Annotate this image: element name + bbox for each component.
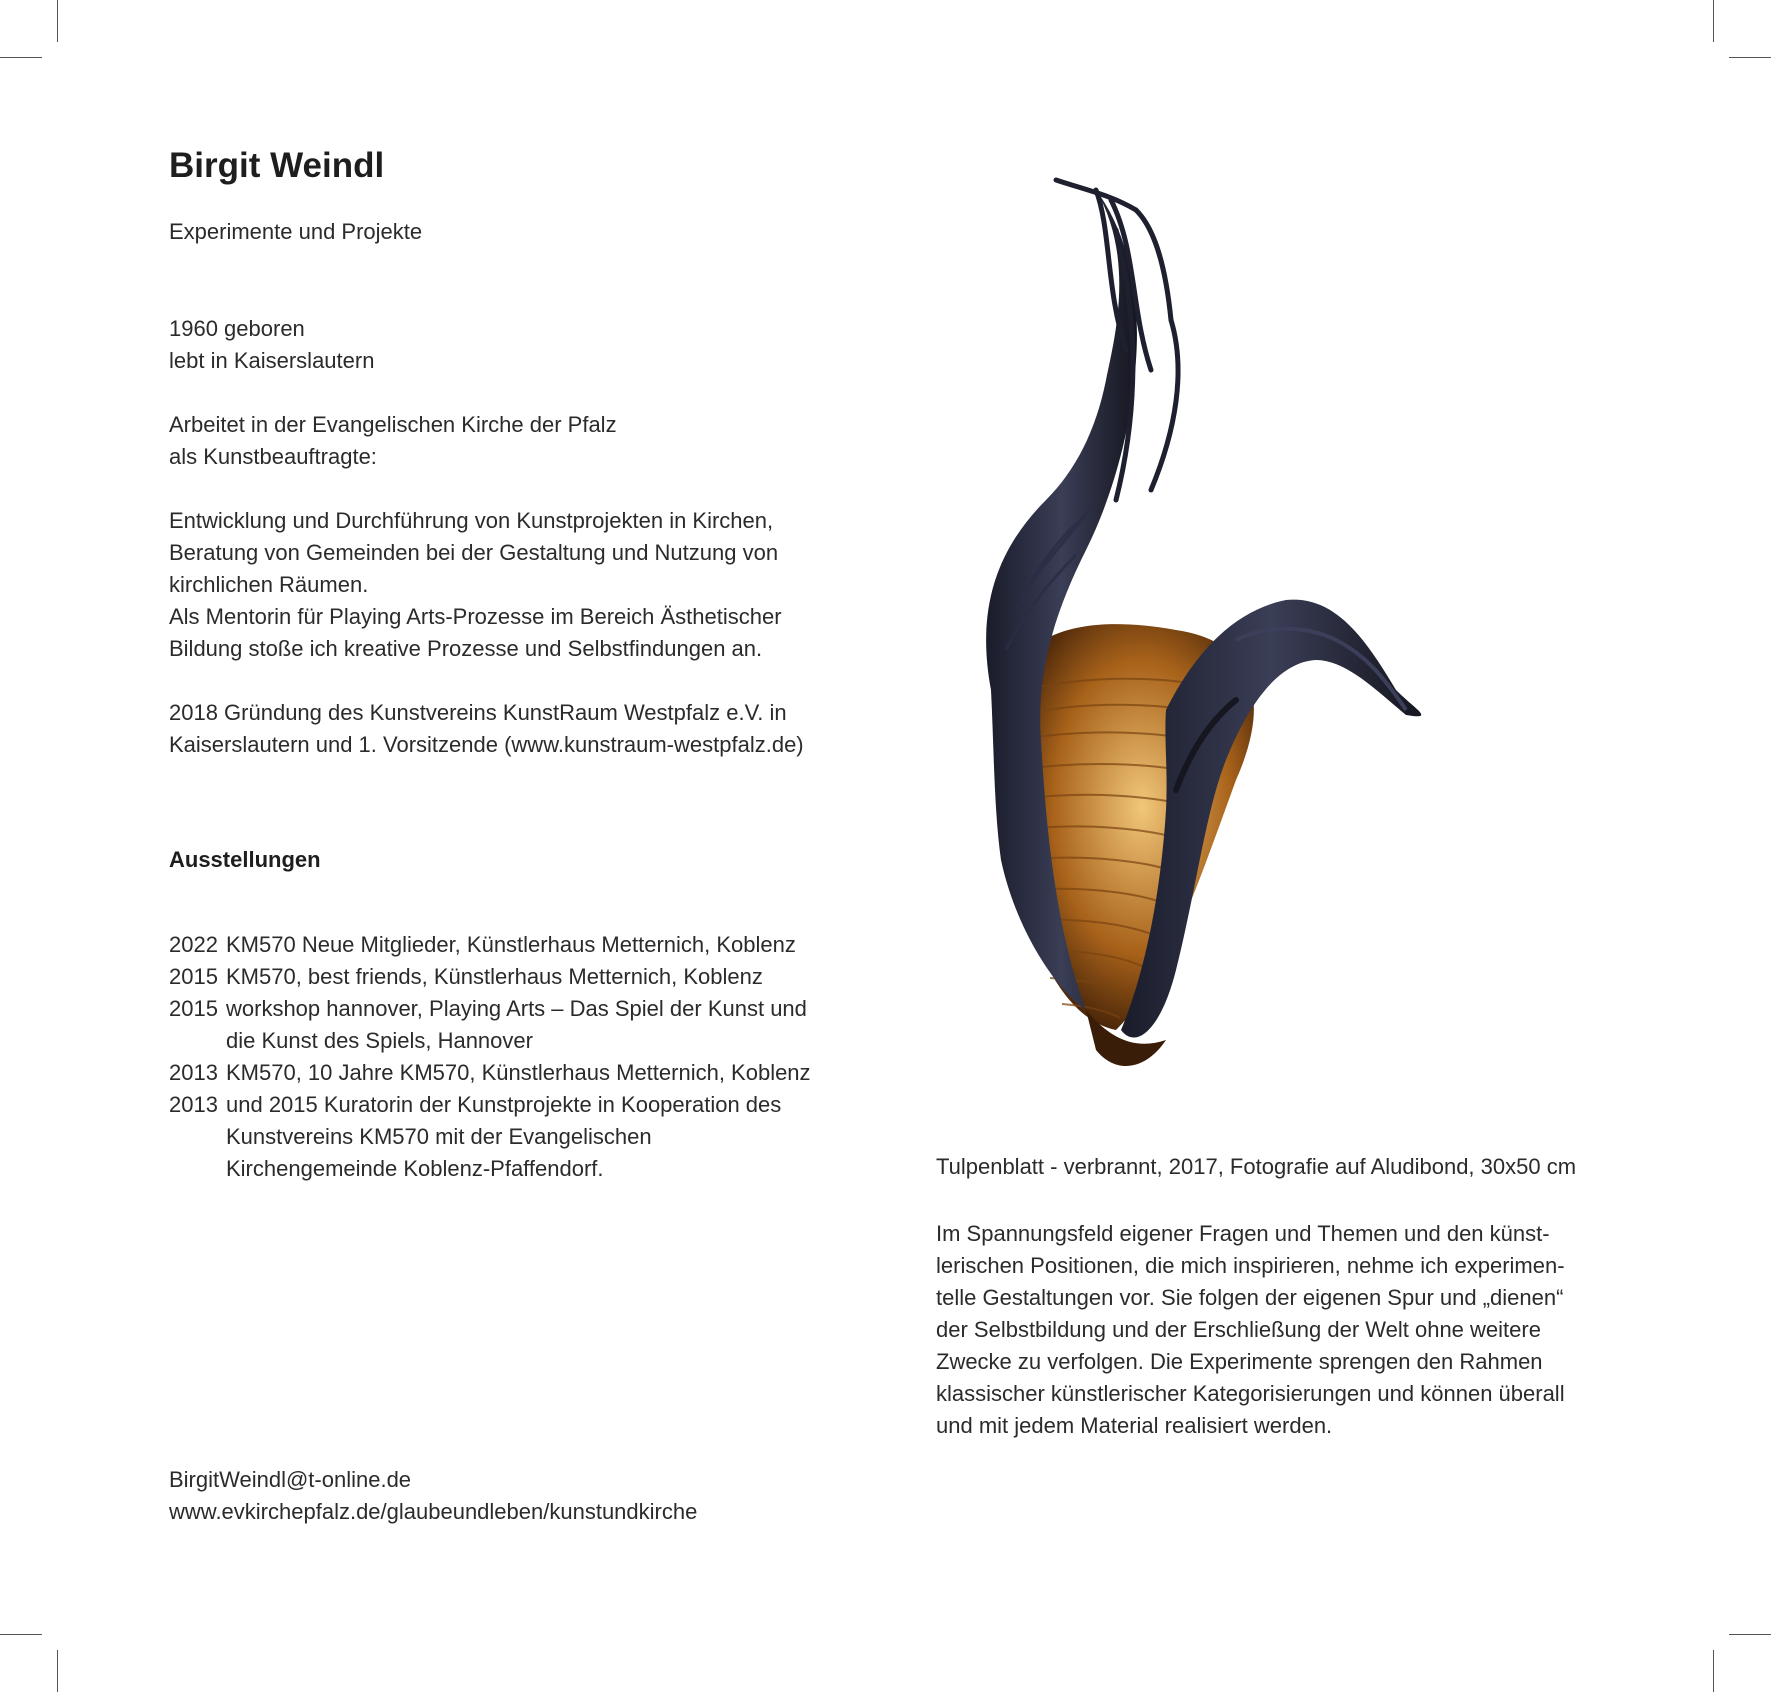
statement-line: telle Gestaltungen vor. Sie folgen der eigenen Spur und „dienen“	[936, 1285, 1564, 1310]
crop-mark	[57, 1650, 58, 1692]
website-link[interactable]: www.evkirchepfalz.de/glaubeundleben/kunstundkirche	[169, 1499, 698, 1524]
artwork-caption: Tulpenblatt - verbrannt, 2017, Fotografie auf Aludibond, 30x50 cm	[936, 1154, 1577, 1179]
list-item	[169, 929, 811, 961]
artist-statement	[936, 1218, 1565, 1442]
exhibition-text	[226, 993, 807, 1057]
bio-line: Als Mentorin für Playing Arts-Prozesse im Bereich Ästhetischer	[169, 604, 782, 629]
exhibition-year: 2013	[169, 1092, 218, 1117]
statement-line: Im Spannungsfeld eigener Fragen und Themen und den künst-	[936, 1221, 1550, 1246]
contact-info	[169, 1464, 697, 1528]
bio-line: Kaiserslautern und 1. Vorsitzende (www.kunstraum-westpfalz.de)	[169, 732, 804, 757]
exhibition-text	[226, 961, 763, 993]
exhibition-year: 2015	[169, 964, 218, 989]
bio-line: Arbeitet in der Evangelischen Kirche der Pfalz	[169, 412, 617, 437]
bio-line: Bildung stoße ich kreative Prozesse und Selbstfindungen an.	[169, 636, 763, 661]
artwork-photo	[936, 170, 1536, 1130]
crop-mark	[1729, 1634, 1771, 1635]
bio-association	[169, 697, 804, 761]
statement-line: Zwecke zu verfolgen. Die Experimente sprengen den Rahmen	[936, 1349, 1543, 1374]
email-link[interactable]: BirgitWeindl@t-online.de	[169, 1467, 412, 1492]
exhibition-line: und 2015 Kuratorin der Kunstprojekte in Kooperation des	[226, 1092, 782, 1117]
exhibition-line: KM570, 10 Jahre KM570, Künstlerhaus Metternich, Koblenz	[226, 1060, 811, 1085]
exhibition-line: die Kunst des Spiels, Hannover	[226, 1028, 533, 1053]
exhibition-year: 2015	[169, 996, 218, 1021]
exhibition-line: KM570, best friends, Künstlerhaus Metternich, Koblenz	[226, 964, 763, 989]
bio-line: lebt in Kaiserslautern	[169, 348, 375, 373]
exhibition-line: workshop hannover, Playing Arts – Das Spiel der Kunst und	[226, 996, 807, 1021]
artist-name: Birgit Weindl	[169, 146, 385, 185]
exhibition-text	[226, 1057, 811, 1089]
bio-line: Entwicklung und Durchführung von Kunstprojekten in Kirchen,	[169, 508, 774, 533]
bio-work	[169, 409, 617, 473]
bio-line: 1960 geboren	[169, 316, 305, 341]
list-item	[169, 1057, 811, 1089]
crop-mark	[57, 0, 58, 42]
crop-mark	[0, 1634, 42, 1635]
crop-mark	[1729, 57, 1771, 58]
crop-mark	[1713, 0, 1714, 42]
statement-line: und mit jedem Material realisiert werden.	[936, 1413, 1333, 1438]
list-item	[169, 993, 811, 1057]
subtitle: Experimente und Projekte	[169, 219, 423, 244]
statement-line: lerischen Positionen, die mich inspirieren, nehme ich experimen-	[936, 1253, 1565, 1278]
exhibition-year: 2022	[169, 932, 218, 957]
exhibition-line: KM570 Neue Mitglieder, Künstlerhaus Metternich, Koblenz	[226, 932, 796, 957]
exhibitions-heading: Ausstellungen	[169, 847, 321, 872]
exhibition-line: Kunstvereins KM570 mit der Evangelischen	[226, 1124, 652, 1149]
bio-line: kirchlichen Räumen.	[169, 572, 369, 597]
exhibition-line: Kirchengemeinde Koblenz-Pfaffendorf.	[226, 1156, 604, 1181]
exhibitions-list	[169, 929, 811, 1185]
list-item	[169, 1089, 811, 1185]
bio-line: Beratung von Gemeinden bei der Gestaltung und Nutzung von	[169, 540, 779, 565]
exhibition-text	[226, 1089, 781, 1185]
statement-line: der Selbstbildung und der Erschließung der Welt ohne weitere	[936, 1317, 1541, 1342]
exhibition-year: 2013	[169, 1060, 218, 1085]
exhibition-text	[226, 929, 796, 961]
crop-mark	[0, 57, 42, 58]
bio-line: als Kunstbeauftragte:	[169, 444, 377, 469]
bio-activities	[169, 505, 782, 665]
bio-line: 2018 Gründung des Kunstvereins KunstRaum Westpfalz e.V. in	[169, 700, 787, 725]
bio-birth	[169, 313, 374, 377]
crop-mark	[1713, 1650, 1714, 1692]
statement-line: klassischer künstlerischer Kategorisierungen und können überall	[936, 1381, 1565, 1406]
list-item	[169, 961, 811, 993]
